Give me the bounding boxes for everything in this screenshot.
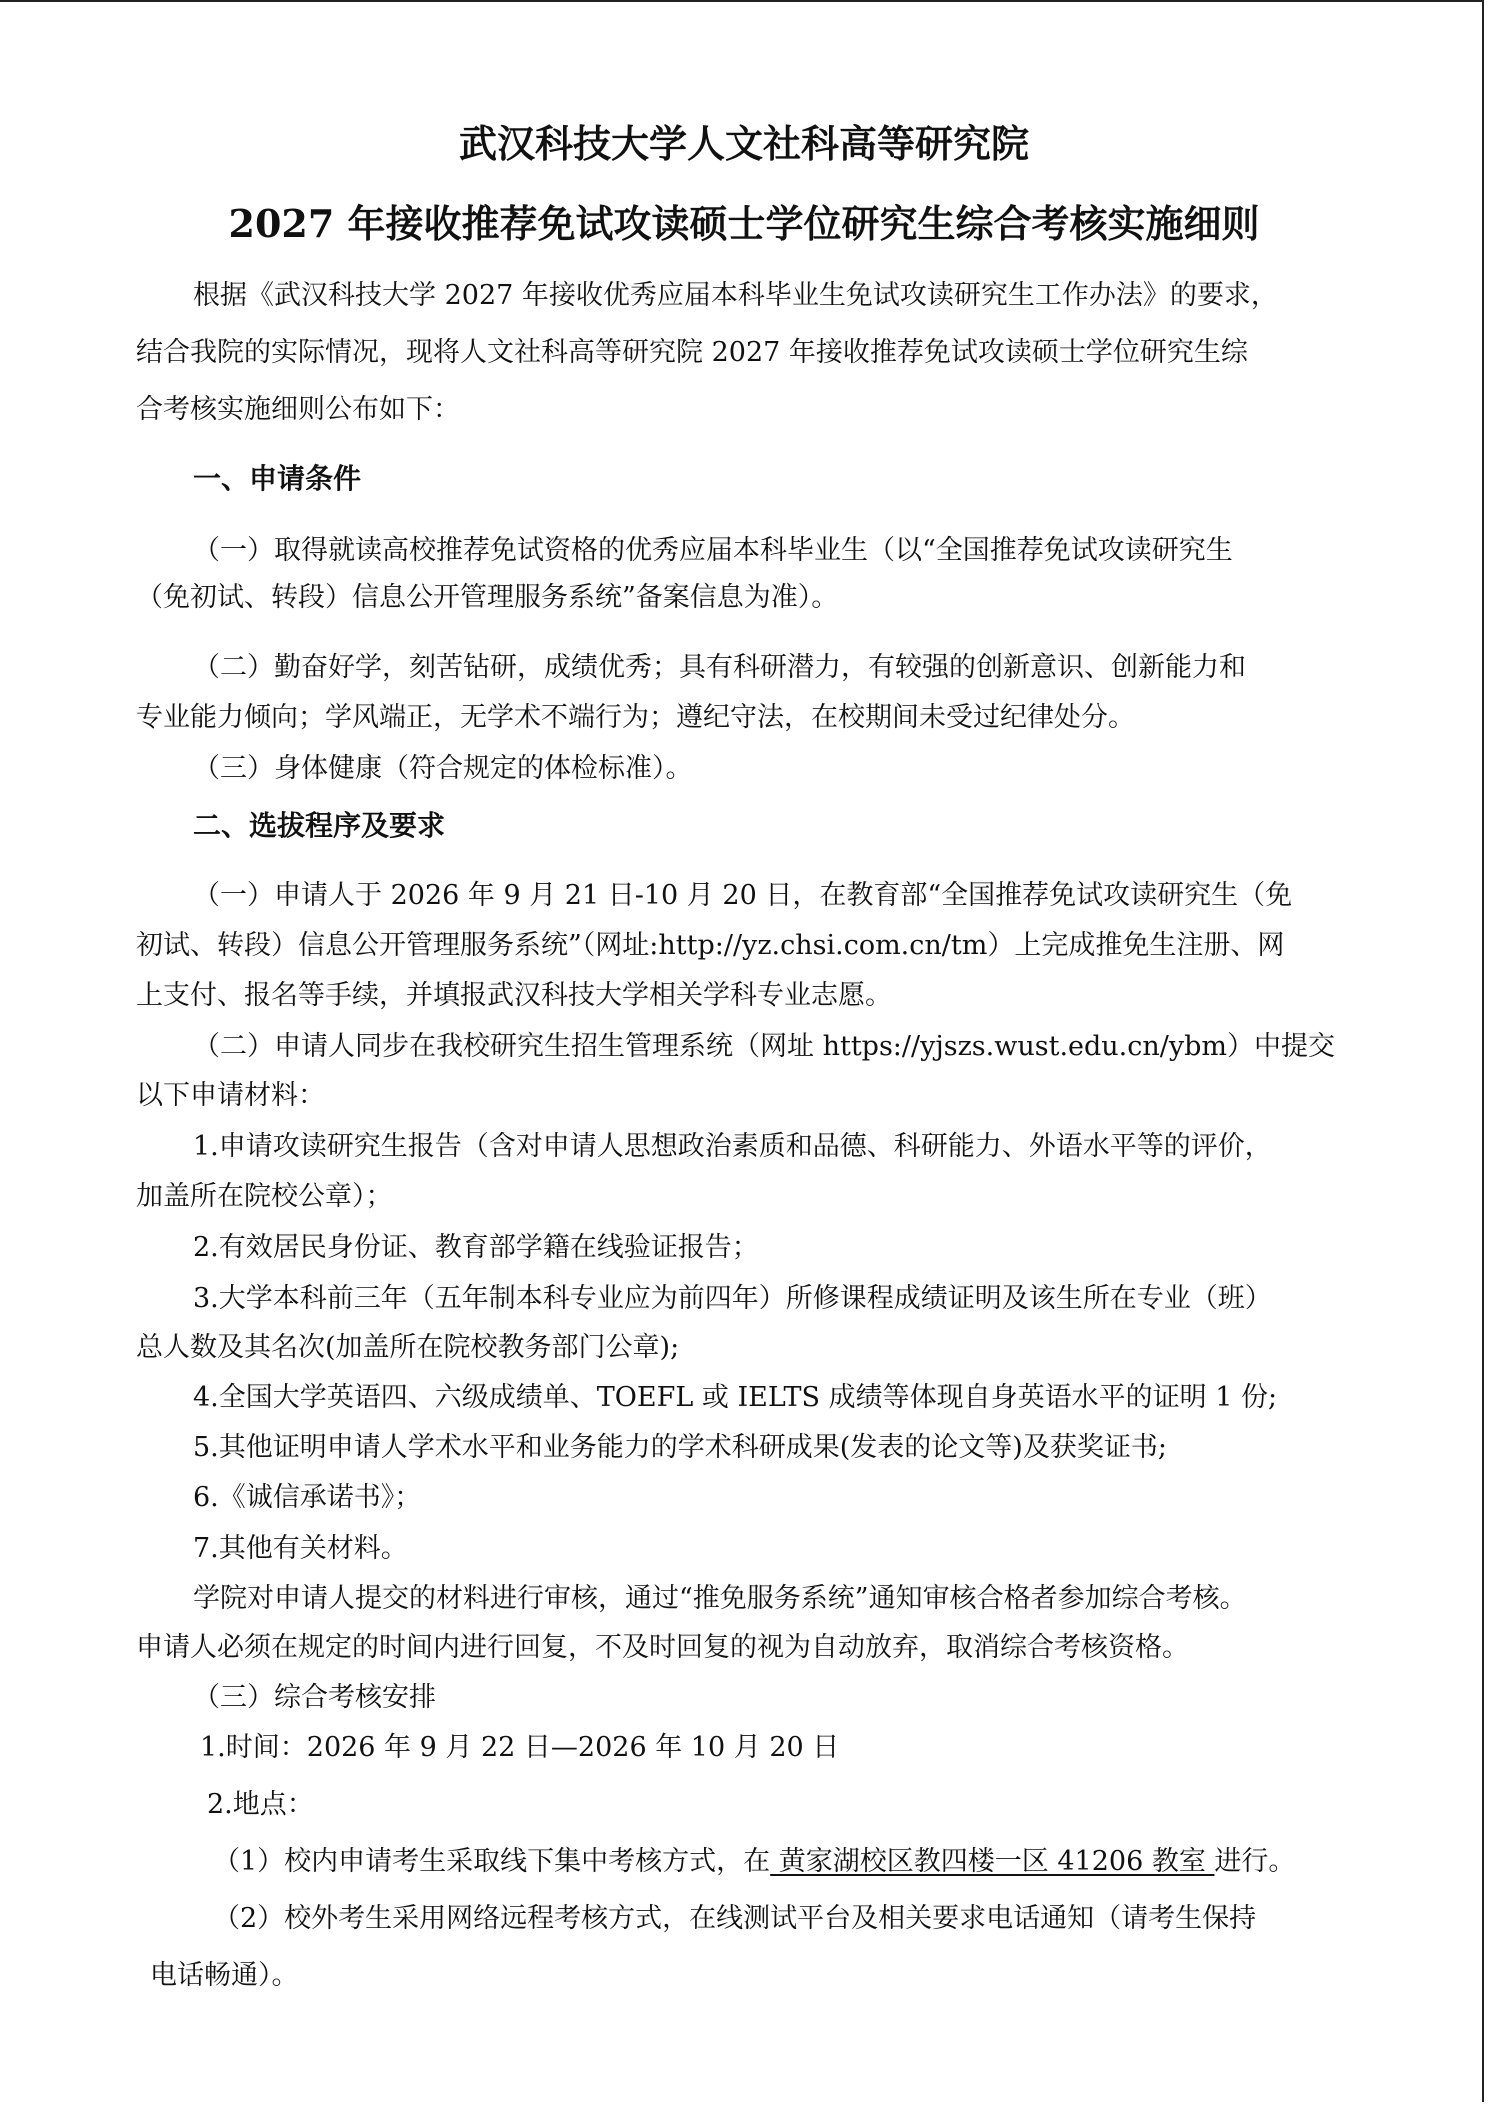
material-1-line-2: 加盖所在院校公章）； — [136, 1181, 393, 1212]
place-1-location: 黄家湖校区教四楼一区 41206 教室 — [770, 1846, 1215, 1877]
intro-line-1: 根据《武汉科技大学 2027 年接收优秀应届本科毕业生免试攻读研究生工作办法》的要求， — [193, 280, 1278, 311]
condition-2-line-1: （二）勤奋好学，刻苦钻研，成绩优秀；具有科研潜力，有较强的创新意识、创新能力和 — [193, 652, 1246, 683]
section-heading-procedure: 二、选拔程序及要求 — [193, 809, 446, 842]
material-4: 4.全国大学英语四、六级成绩单、TOEFL 或 IELTS 成绩等体现自身英语水平的证明 1 份; — [193, 1382, 1278, 1413]
condition-1-line-1: （一）取得就读高校推荐免试资格的优秀应届本科毕业生（以“全国推荐免试攻读研究生 — [193, 535, 1233, 566]
procedure-1-line-1: （一）申请人于 2026 年 9 月 21 日-10 月 20 日，在教育部“全国推荐免试攻读研究生（免 — [193, 880, 1293, 911]
assessment-place-1 — [213, 1844, 1295, 1880]
material-5: 5.其他证明申请人学术水平和业务能力的学术科研成果(发表的论文等)及获奖证书; — [193, 1432, 1167, 1463]
intro-line-3: 合考核实施细则公布如下： — [136, 394, 460, 425]
procedure-1-line-2: 初试、转段）信息公开管理服务系统”（网址:http://yz.chsi.com.cn/tm）上完成推免生注册、网 — [136, 930, 1285, 961]
document-title-institute: 武汉科技大学人文社科高等研究院 — [458, 121, 1029, 166]
review-line-2: 申请人必须在规定的时间内进行回复，不及时回复的视为自动放弃，取消综合考核资格。 — [136, 1632, 1189, 1663]
condition-3: （三）身体健康（符合规定的体检标准）。 — [193, 753, 693, 784]
material-1-line-1: 1.申请攻读研究生报告（含对申请人思想政治素质和品德、科研能力、外语水平等的评价， — [193, 1131, 1272, 1162]
intro-line-2: 结合我院的实际情况，现将人文社科高等研究院 2027 年接收推荐免试攻读硕士学位研究生综 — [136, 337, 1248, 368]
assessment-place-2-line-1: （2）校外考生采用网络远程考核方式，在线测试平台及相关要求电话通知（请考生保持 — [213, 1903, 1257, 1934]
procedure-1-line-3: 上支付、报名等手续，并填报武汉科技大学相关学科专业志愿。 — [136, 980, 892, 1011]
procedure-2-line-1: （二）申请人同步在我校研究生招生管理系统（网址 https://yjszs.wust.edu.cn/ybm）中提交 — [193, 1031, 1336, 1062]
material-3-line-2: 总人数及其名次(加盖所在院校教务部门公章); — [136, 1332, 680, 1363]
condition-2-line-2: 专业能力倾向；学风端正，无学术不端行为；遵纪守法，在校期间未受过纪律处分。 — [136, 702, 1135, 733]
procedure-2-line-2: 以下申请材料： — [136, 1080, 325, 1111]
document-title-rules: 2027 年接收推荐免试攻读硕士学位研究生综合考核实施细则 — [228, 201, 1260, 246]
material-6: 6.《诚信承诺书》； — [193, 1482, 422, 1513]
place-1-suffix: 进行。 — [1214, 1846, 1296, 1877]
condition-1-line-2: （免初试、转段）信息公开管理服务系统”备案信息为准）。 — [136, 582, 839, 613]
assessment-time: 1.时间：2026 年 9 月 22 日—2026 年 10 月 20 日 — [200, 1732, 840, 1763]
assessment-place-2-line-2: 电话畅通）。 — [150, 1960, 299, 1991]
assessment-place-label: 2.地点： — [207, 1789, 314, 1820]
material-2: 2.有效居民身份证、教育部学籍在线验证报告； — [193, 1232, 759, 1263]
assessment-heading: （三）综合考核安排 — [193, 1682, 436, 1713]
place-1-prefix: （1）校内申请考生采取线下集中考核方式，在 — [213, 1846, 771, 1877]
material-3-line-1: 3.大学本科前三年（五年制本科专业应为前四年）所修课程成绩证明及该生所在专业（班） — [193, 1283, 1272, 1314]
section-heading-conditions: 一、申请条件 — [193, 462, 362, 495]
review-line-1: 学院对申请人提交的材料进行审核，通过“推免服务系统”通知审核合格者参加综合考核。 — [193, 1583, 1247, 1614]
material-7: 7.其他有关材料。 — [193, 1533, 408, 1564]
